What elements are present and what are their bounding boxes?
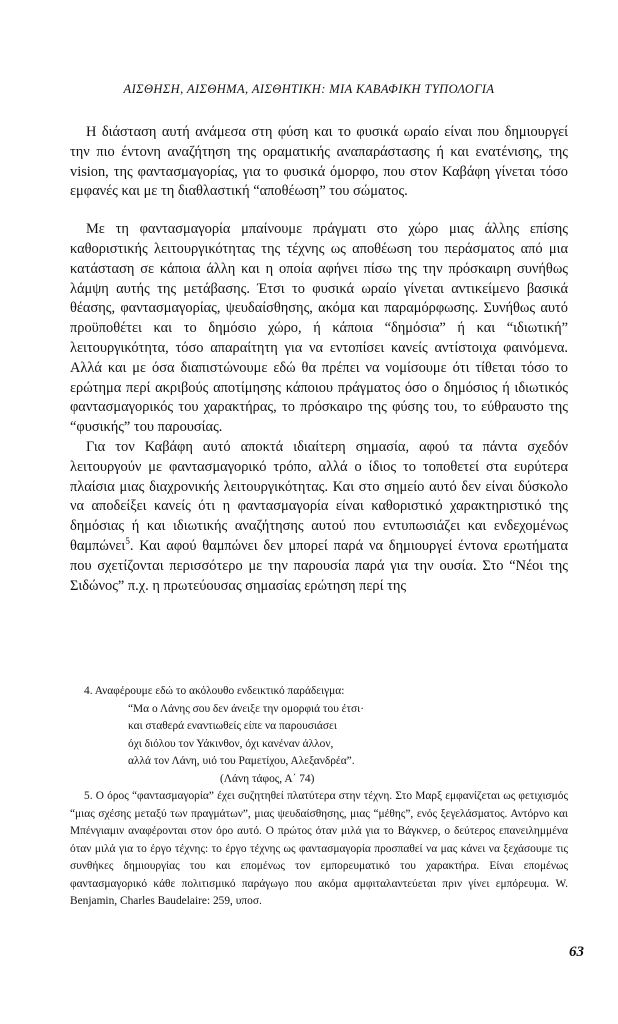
footnote-4-attribution: (Λάνη τάφος, Α΄ 74) bbox=[220, 772, 315, 785]
footnote-reference-5[interactable]: 5 bbox=[125, 536, 130, 547]
page-number: 63 bbox=[569, 944, 584, 960]
paragraph-3 bbox=[70, 438, 568, 596]
paragraph-3-part-b: . Και αφού θαμπώνει δεν μπορεί παρά να δημιουργεί έντονα ερωτήματα που σχετίζονται περισσότερο με την παρουσία παρά για την ουσία. Στο “Νέοι της Σιδώνος” π.χ. η πρωτεύουσας σημασίας ερώτηση περί της bbox=[70, 537, 568, 594]
running-header: ΑΙΣΘΗΣΗ, ΑΙΣΘΗΜΑ, ΑΙΣΘΗΤΙΚΗ: ΜΙΑ ΚΑΒΑΦΙΚΗ ΤΥΠΟΛΟΓΙΑ bbox=[123, 82, 495, 96]
footnote-4-intro: 4. Αναφέρουμε εδώ το ακόλουθο ενδεικτικό παράδειγμα: bbox=[84, 685, 345, 697]
footnotes bbox=[70, 683, 568, 911]
footnote-4-quote-line: και σταθερά εναντιωθείς είπε να παρουσιάσει bbox=[128, 720, 337, 732]
main-text bbox=[70, 123, 568, 596]
paragraph-2: Με τη φαντασμαγορία μπαίνουμε πράγματι στο χώρο μιας άλλης επίσης καθοριστικής λειτουργικότητας της τέχνης ως αποθέωση του περάσματος από μια κατάσταση σε κάποια άλλη και η οποία αφήνει πίσω της την πρόσκαιρη συνήθως λάμψη αυτής της μετάβασης. Έτσι το φυσικά ωραίο γίνεται αντικείμενο βασικά θέασης, φαντασμαγορίας, ψευδαίσθησης, ακόμα και παραμόρφωσης. Συνήθως αυτό προϋποθέτει και το δημόσιο χώρο, ή κάποια “δημόσια” ή και “ιδιωτική” λειτουργικότητα, τόσο απαραίτητη για να εντοπίσει κανείς αντίστοιχα φαινόμενα. Αλλά και με όσα διαπιστώνουμε εδώ θα πρέπει να νομίσουμε ότι τίθεται τόσο το ερώτημα περί ακριβούς αποτίμησης κάποιου πράγματος όσο ο δημόσιος ή ιδιωτικός φαντασμαγορικός του χαρακτήρας, το πρόσκαιρο της φύσης του, το εύθραυστο της “φυσικής” του παρουσίας. bbox=[70, 221, 568, 436]
footnote-5: 5. Ο όρος “φαντασμαγορία” έχει συζητηθεί πλατύτερα στην τέχνη. Στο Μαρξ εμφανίζεται ως φετιχισμός “μιας σχέσης μεταξύ των πραγμάτων”, μιας ψευδαίσθησης, μιας “μέθης”, ενός ξεγελάσματος. Αντόρνο και Μπένγιαμιν αναφέρονται στον όρο αυτό. Ο πρώτος όταν μιλά για το Βάγκνερ, ο δεύτερος επανειλημμένα όταν μιλά για το έργο τέχνης: το έργο τέχνης ως φαντασμαγορία προσπαθεί να μας κάνει να ξεχάσουμε τις συνθήκες δημιουργίας του και επομένως τον εμπορευματικό του χαρακτήρα. Είναι επομένως φαντασμαγορικό κάθε πολιτισμικό παράγωγο που ακόμα αμφιταλαντεύεται πριν γίνει εμπόρευμα. W. Benjamin, Charles Baudelaire: 259, υποσ. bbox=[70, 790, 568, 907]
paragraph-gap bbox=[70, 202, 568, 220]
paragraph-3-part-a: Για τον Καβάφη αυτό αποκτά ιδιαίτερη σημασία, αφού τα πάντα σχεδόν λειτουργούν με φαντασμαγορικό τρόπο, αλλά ο ίδιος το τοποθετεί στα ευρύτερα πλαίσια μιας διαχρονικής λειτουργικότητας. Και στο σημείο αυτό δεν είναι δύσκολο να αποδείξει κανείς ότι η φαντασμαγορία είναι καθοριστικό χαρακτηριστικό της δημόσιας ή και ιδιωτικής αναζήτησης αυτού που εντυπωσιάζει και ενδεχομένως θαμπώνει bbox=[70, 438, 568, 554]
paragraph-1: Η διάσταση αυτή ανάμεσα στη φύση και το φυσικά ωραίο είναι που δημιουργεί την πιο έντονη αναζήτηση της οραματικής αναπαράστασης ή και ενατένισης, της vision, της φαντασμαγορίας, για το φυσικά όμορφο, που στον Καβάφη γίνεται τόσο εμφανές και με τη διαθλαστική “αποθέωση” του σώματος. bbox=[70, 124, 568, 200]
footnote-4-quote-line: “Μα ο Λάνης σου δεν άνειξε την ομορφιά του έτσι· bbox=[128, 702, 365, 715]
footnote-4-quote-line: αλλά τον Λάνη, υιό του Ραμετίχου, Αλεξανδρέα”. bbox=[128, 755, 355, 767]
footnote-4-quote-line: όχι διόλου τον Υάκινθον, όχι κανέναν άλλον, bbox=[128, 737, 334, 750]
